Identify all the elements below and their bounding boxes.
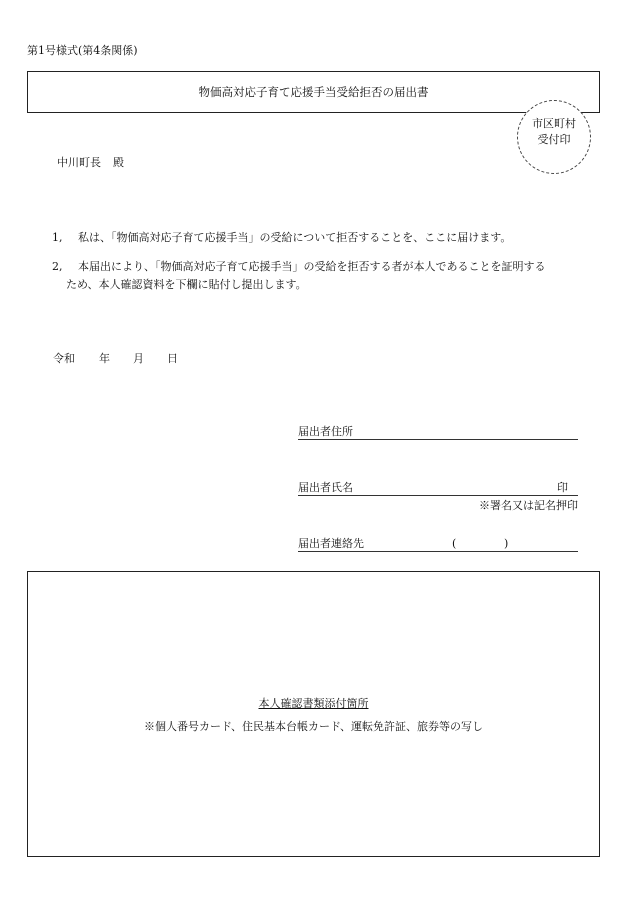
applicant-address-field[interactable] [298, 425, 578, 440]
date-month: 月 [133, 352, 144, 365]
applicant-contact-label: 届出者連絡先 [298, 537, 364, 550]
date-day: 日 [167, 352, 178, 365]
applicant-contact-field[interactable] [298, 537, 578, 552]
date-year: 年 [99, 352, 110, 365]
applicant-name-field[interactable] [298, 481, 578, 496]
item-text: 私は、「物価高対応子育て応援手当」の受給について拒否することを、ここに届けます。 [78, 231, 512, 244]
date-row [53, 350, 178, 366]
addressee-honorific: 殿 [113, 156, 124, 169]
item-number: 1, [52, 231, 63, 244]
stamp-label-line2: 受付印 [537, 133, 571, 146]
item-number: 2, [52, 260, 63, 273]
statement-item-2-continuation: ため、本人確認資料を下欄に貼付し提出します。 [66, 278, 307, 291]
applicant-name-label: 届出者氏名 [298, 481, 353, 494]
reception-stamp-area [517, 100, 591, 174]
attachment-note: ※個人番号カード、住民基本台帳カード、運転免許証、旅券等の写し [143, 720, 484, 733]
stamp-label-line1: 市区町村 [532, 117, 576, 130]
document-title-box [27, 71, 600, 113]
seal-mark: 印 [557, 481, 568, 494]
applicant-address-label: 届出者住所 [298, 425, 353, 438]
addressee [57, 154, 124, 170]
id-document-attachment-area[interactable] [27, 571, 600, 857]
attachment-title: 本人確認書類添付箇所 [258, 697, 369, 710]
statement-item-1 [52, 229, 511, 245]
contact-paren-close: ) [504, 537, 509, 550]
form-number: 第1号様式(第4条関係) [27, 44, 138, 57]
item-text: 本届出により、「物価高対応子育て応援手当」の受給を拒否する者が本人であることを証明する [78, 260, 546, 273]
date-era: 令和 [53, 352, 75, 365]
signature-note: ※署名又は記名押印 [479, 499, 578, 512]
contact-paren-open: ( [452, 537, 457, 550]
statement-item-2 [52, 258, 546, 274]
document-title: 物価高対応子育て応援手当受給拒否の届出書 [198, 85, 429, 99]
addressee-name: 中川町長 [57, 156, 101, 169]
